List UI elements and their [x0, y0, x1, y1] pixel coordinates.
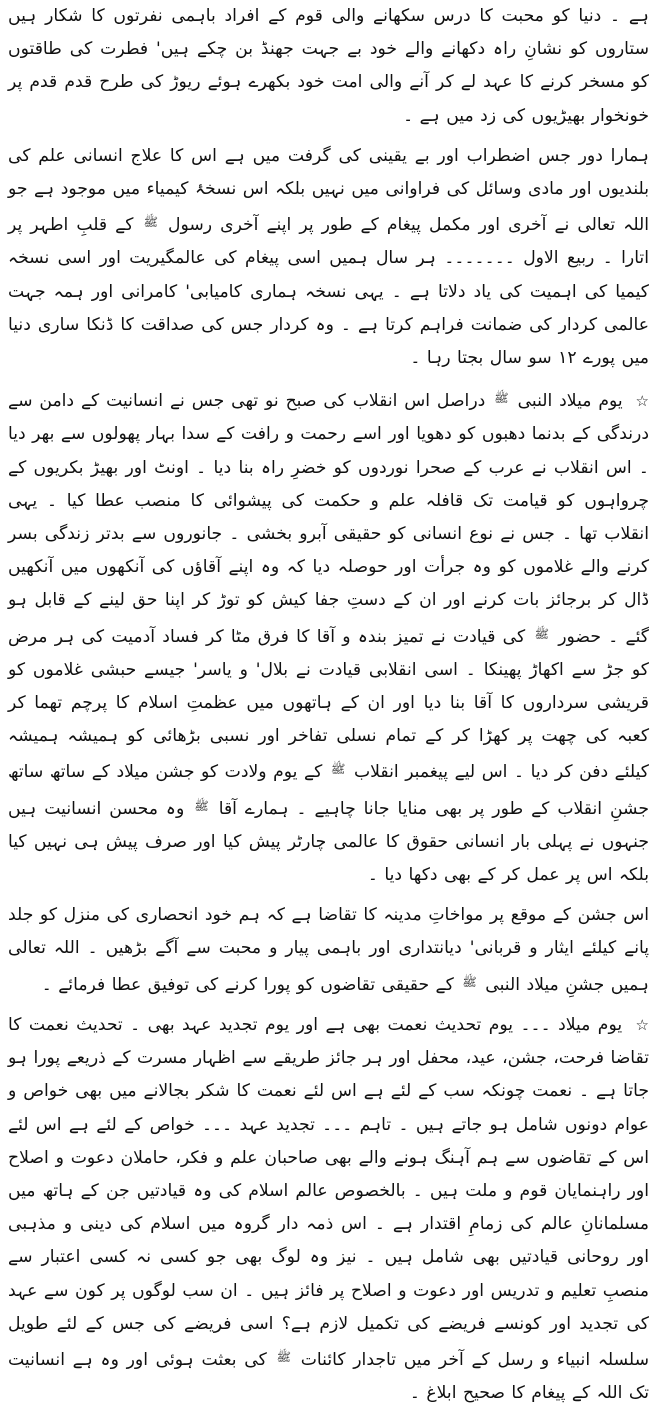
star-icon: ☆ — [635, 1015, 649, 1034]
paragraph-era — [8, 140, 649, 375]
paragraph-text: یوم میلاد ۔۔۔ یوم تحدیث نعمت بھی ہے اور یوم تجدید عہد بھی ۔ تحدیث نعمت کا تقاضا فرحت، جشن، عید، محفل اور ہر جائز طریقے سے اظہار مسرت کے ذریعے پورا ہو جاتا ہے ۔ نعمت چونکہ سب کے لئے ہے اس لئے نعمت کا شکر بجالانے میں بھی خواص و عوام دونوں شامل ہو جاتے ہیں ۔ تاہم ۔۔۔ تجدید عہد ۔۔۔ خواص کے لئے ہے اس لئے اس کے تقاضوں سے ہم آہنگ ہونے والے بھی صاحبان علم و فکر، حاملان دعوت و اصلاح اور راہنمایان قوم و ملت ہیں ۔ بالخصوص عالم اسلام کی وہ قیادتیں جن کے ہاتھ میں مسلمانانِ عالم کی زمامِ اقتدار ہے ۔ اس ذمہ دار گروہ میں اسلام کی دینی و مذہبی اور روحانی قیادتیں بھی شامل ہیں ۔ نیز وہ لوگ بھی جو کسی نہ کسی اعتبار سے منصبِ تعلیم و تدریس اور دعوت و اصلاح پر فائز ہیں ۔ ان سب لوگوں پر کون سے عہد کی تجدید اور کونسے فریضے کی تکمیل لازم ہے؟ اسی فریضے کی جس کے لئے طویل سلسلہ انبیاء و رسل کے آخر میں تاجدار کائنات — [8, 1014, 650, 1370]
honorific-symbol: ﷺ — [194, 798, 209, 813]
honorific-symbol: ﷺ — [143, 215, 158, 230]
paragraph-text: کی بعثت ہوئی اور وہ ہے انسانیت تک اللہ کے پیغام کا صحیح ابلاغ ۔ — [8, 1349, 649, 1404]
paragraph-renewal — [8, 1009, 649, 1410]
paragraph-text: یوم میلاد النبی — [517, 391, 623, 412]
honorific-symbol: ﷺ — [330, 762, 346, 777]
paragraph-text: اس جشن کے موقع پر مواخاتِ مدینہ کا تقاضا ہے کہ ہم خود انحصاری کی منزل کو جلد پانے کیلئے ایثار و قربانی' دیانتداری اور باہمی پیار و محبت سے آگے بڑھیں ۔ اللہ تعالی ہمیں جشنِ میلاد النبی — [8, 905, 649, 995]
honorific-symbol: ﷺ — [494, 391, 509, 406]
paragraph-intro — [8, 0, 649, 133]
paragraph-text: کے حقیقی تقاضوں کو پورا کرنے کی توفیق عطا فرمائے ۔ — [41, 974, 454, 995]
paragraph-text: ہمارا دور جس اضطراب اور بے یقینی کی گرفت میں ہے اس کا علاج انسانی علم کی بلندیوں اور مادی وسائل کی فراوانی میں نہیں بلکہ اس نسخۂ کیمیاء میں موجود ہے جو اللہ تعالی نے آخری اور مکمل پیغام کے طور پر اپنے آخری رسول — [8, 145, 650, 236]
honorific-symbol: ﷺ — [462, 974, 477, 989]
honorific-symbol: ﷺ — [534, 626, 549, 641]
document-page — [8, 0, 650, 1404]
star-icon: ☆ — [635, 392, 649, 411]
paragraph-celebration — [8, 899, 649, 1002]
paragraph-text: کی قیادت نے تمیز بندہ و آقا کا فرق مٹا کر فساد آدمیت کی ہر مرض کو جڑ سے اکھاڑ پھینکا ۔ اسی انقلابی قیادت نے بلال' و یاسر' جیسے حبشی غلاموں کو قریشی سرداروں کا آقا بنا دیا اور ان کے ہاتھوں میں عظمتِ اسلام کا پرچم تھما کر کعبہ کی چھت پر کھڑا کر کے تمام نسلی تفاخر اور نسبی بڑھائی کو ہمیشہ ہمیشہ کیلئے دفن کر دیا ۔ اس لیے پیغمبر انقلاب — [8, 626, 649, 783]
paragraph-revolution — [8, 382, 649, 892]
paragraph-text: دراصل اس انقلاب کی صبح نو تھی جس نے انسانیت کے دامن سے درندگی کے بدنما دھبوں کو دھویا اور اسے رحمت و رافت کے سدا بہار پھولوں سے بھر دیا ۔ اس انقلاب نے عرب کے صحرا نوردوں کو خضرِ راہ بنا دیا ۔ اونٹ اور بھیڑ بکریوں کے چرواہوں کو قیامت تک قافلہ علم و حکمت کی پیشوائی کا منصب عطا کیا ۔ یہی انقلاب تھا ۔ جس نے نوع انسانی کو حقیقی آبرو بخشی ۔ جانوروں سے بدتر زندگی بسر کرنے والے غلاموں کو وہ جرأت اور حوصلہ دیا کہ وہ اپنے آقاؤں کی آنکھوں میں آنکھیں ڈال کر برجائز بات کرنے اور ان کے دستِ جفا کیش کو توڑ کر اپنا حق لینے کے قابل ہو گئے ۔ حضور — [8, 391, 649, 647]
honorific-symbol: ﷺ — [276, 1349, 292, 1364]
paragraph-text: وہ محسن انسانیت ہیں جنہوں نے پہلی بار انسانی حقوق کا عالمی چارٹر پیش کیا اور صرف پیش ہی نہیں کیا بلکہ اس پر عمل کر کے بھی دکھا دیا ۔ — [8, 798, 649, 886]
paragraph-text: کے قلبِ اطہر پر اتارا ۔ ربیع الاول ۔۔۔۔۔۔۔ ہر سال ہمیں اسی پیغام کی عالمگیریت اور اسی نسخہ کیمیا کی اہمیت کی یاد دلاتا ہے ۔ یہی نسخہ ہماری کامیابی' کامرانی اور ہمہ جہت عالمی کردار کی ضمانت فراہم کرتا ہے ۔ وہ کردار جس کی صداقت کا ڈنکا ساری دنیا میں پورے ۱۲ سو سال بجتا رہا ۔ — [8, 215, 649, 369]
paragraph-text: کے یوم ولادت کو جشن میلاد کے ساتھ ساتھ جشنِ انقلاب کے طور پر بھی منایا جانا چاہیے ۔ ہمارے آقا — [8, 762, 650, 819]
paragraph-text: ہے ۔ دنیا کو محبت کا درس سکھانے والی قوم کے افراد باہمی نفرتوں کا شکار ہیں ستاروں کو نشانِ راہ دکھانے والے خود بے جہت جھنڈ بن چکے ہیں' فطرت کی طاقتوں کو مسخر کرنے کا عہد لے کر آنے والی امت خود بکھرے ہوئے ریوڑ کی طرح قدم قدم پر خونخوار بھیڑیوں کی زد میں ہے ۔ — [8, 6, 649, 126]
